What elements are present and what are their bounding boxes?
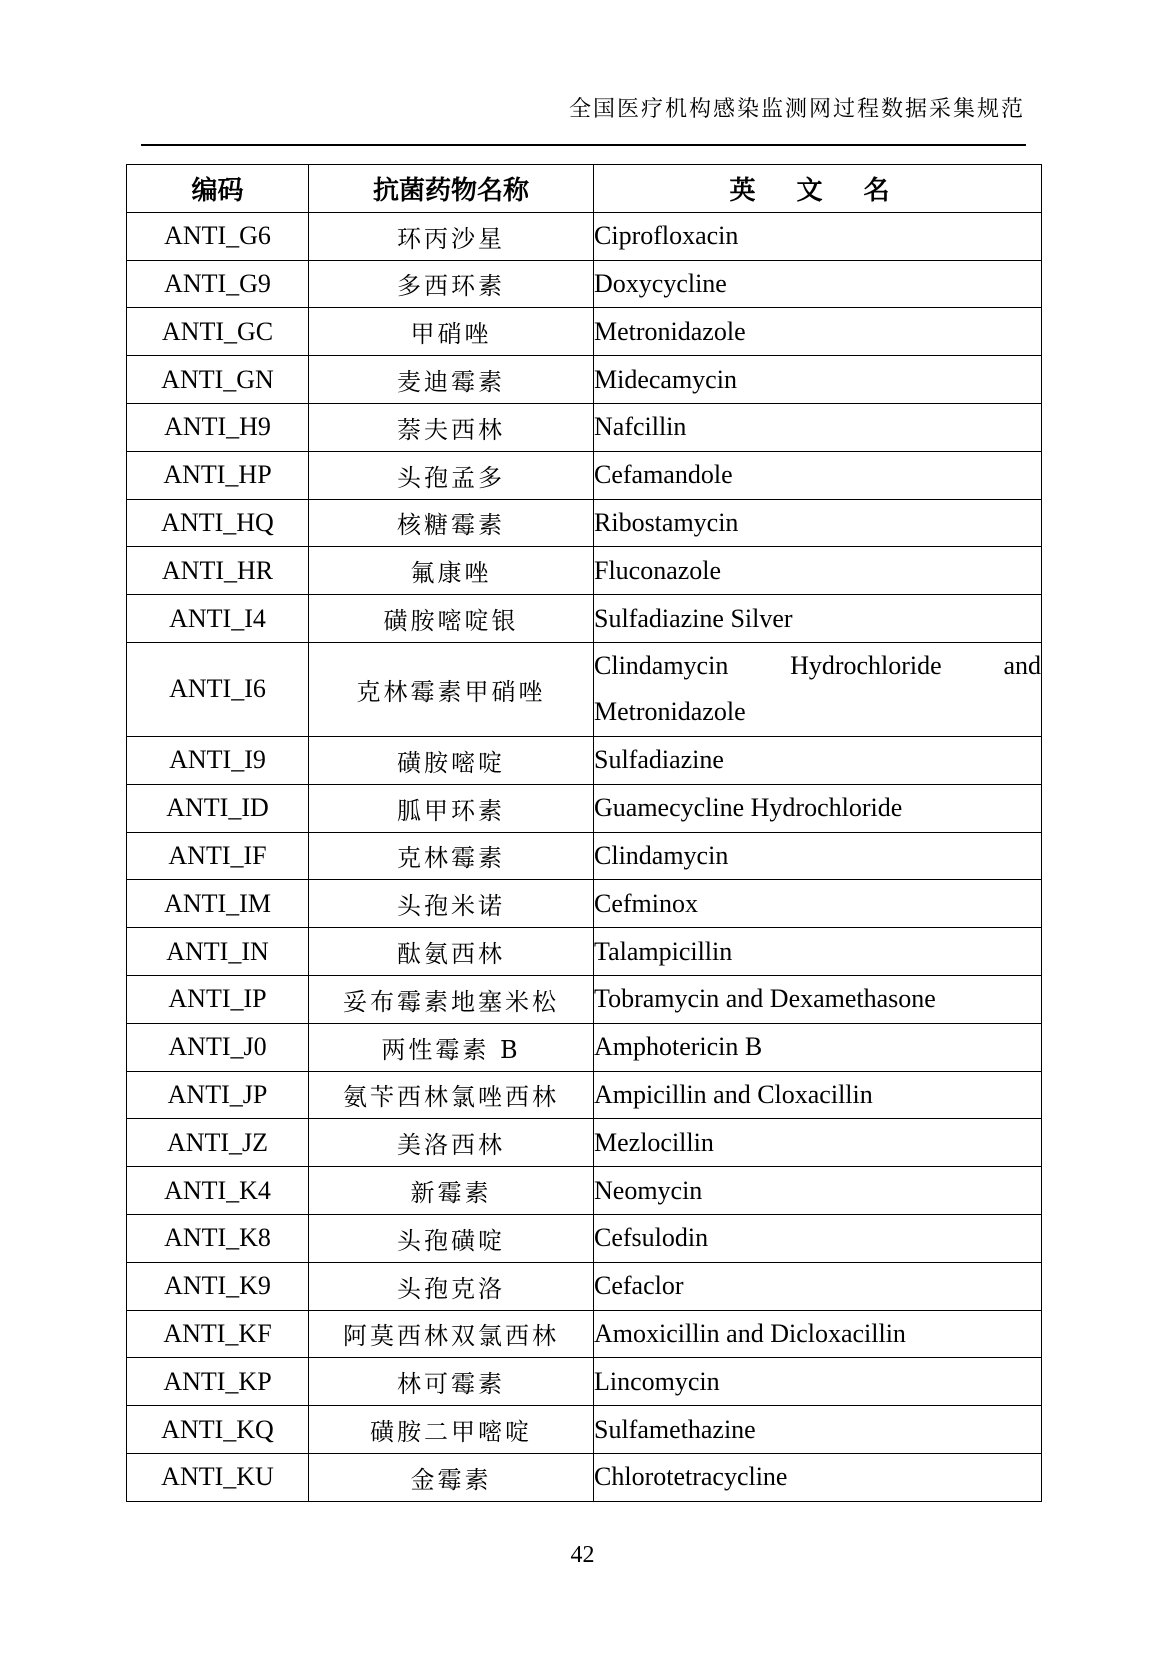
cell-code: ANTI_I9 xyxy=(127,736,309,784)
antibiotic-code-table xyxy=(126,164,1042,1502)
table-row xyxy=(127,1167,1042,1215)
cell-code: ANTI_ID xyxy=(127,784,309,832)
table-row xyxy=(127,595,1042,643)
table-row xyxy=(127,1214,1042,1262)
table-row xyxy=(127,260,1042,308)
table-body xyxy=(127,212,1042,1501)
cell-en-name: Clindamycin xyxy=(594,832,1042,880)
cell-en-name: Guamecycline Hydrochloride xyxy=(594,784,1042,832)
cell-code: ANTI_KQ xyxy=(127,1406,309,1454)
table-row xyxy=(127,1453,1042,1501)
table-row xyxy=(127,1358,1042,1406)
cell-cn-name: 磺胺二甲嘧啶 xyxy=(309,1406,594,1454)
running-header: 全国医疗机构感染监测网过程数据采集规范 xyxy=(568,97,1025,122)
cell-en-name: Ribostamycin xyxy=(594,499,1042,547)
cell-cn-name: 磺胺嘧啶银 xyxy=(309,595,594,643)
table-row xyxy=(127,308,1042,356)
cell-en-name: Midecamycin xyxy=(594,356,1042,404)
table-row xyxy=(127,880,1042,928)
cell-cn-name: 氨苄西林氯唑西林 xyxy=(309,1071,594,1119)
table-row xyxy=(127,451,1042,499)
cell-cn-name: 头孢米诺 xyxy=(309,880,594,928)
cell-code: ANTI_IM xyxy=(127,880,309,928)
cell-en-name: Neomycin xyxy=(594,1167,1042,1215)
cell-cn-name: 磺胺嘧啶 xyxy=(309,736,594,784)
cell-cn-name: 胍甲环素 xyxy=(309,784,594,832)
table-row xyxy=(127,1262,1042,1310)
cell-cn-name: 新霉素 xyxy=(309,1167,594,1215)
header-rule xyxy=(141,144,1026,146)
table-row xyxy=(127,736,1042,784)
cell-en-name: Clindamycin Hydrochloride and Metronidazole xyxy=(594,642,1042,736)
cell-cn-name: 阿莫西林双氯西林 xyxy=(309,1310,594,1358)
cell-cn-name: 金霉素 xyxy=(309,1453,594,1501)
cell-code: ANTI_IP xyxy=(127,975,309,1023)
cell-en-name: Cefamandole xyxy=(594,451,1042,499)
cell-en-name: Lincomycin xyxy=(594,1358,1042,1406)
table-row xyxy=(127,1310,1042,1358)
cell-code: ANTI_HP xyxy=(127,451,309,499)
cell-code: ANTI_GC xyxy=(127,308,309,356)
cell-cn-name: 克林霉素 xyxy=(309,832,594,880)
cell-cn-name: 两性霉素 B xyxy=(309,1023,594,1071)
cell-en-name: Cefsulodin xyxy=(594,1214,1042,1262)
cell-code: ANTI_K4 xyxy=(127,1167,309,1215)
cell-code: ANTI_I4 xyxy=(127,595,309,643)
page-number: 42 xyxy=(570,1542,595,1568)
table-row xyxy=(127,547,1042,595)
table-row xyxy=(127,784,1042,832)
cell-code: ANTI_G9 xyxy=(127,260,309,308)
cell-cn-name: 甲硝唑 xyxy=(309,308,594,356)
table-row xyxy=(127,928,1042,976)
table-row xyxy=(127,499,1042,547)
cell-code: ANTI_J0 xyxy=(127,1023,309,1071)
cell-en-name: Cefaclor xyxy=(594,1262,1042,1310)
cell-cn-name: 多西环素 xyxy=(309,260,594,308)
cell-en-name: Chlorotetracycline xyxy=(594,1453,1042,1501)
cell-cn-name: 麦迪霉素 xyxy=(309,356,594,404)
table-row xyxy=(127,642,1042,736)
cell-cn-name: 酞氨西林 xyxy=(309,928,594,976)
cell-en-name: Metronidazole xyxy=(594,308,1042,356)
table-row xyxy=(127,403,1042,451)
cell-cn-name: 萘夫西林 xyxy=(309,403,594,451)
cell-cn-name: 林可霉素 xyxy=(309,1358,594,1406)
cell-en-name: Talampicillin xyxy=(594,928,1042,976)
cell-en-name: Sulfadiazine Silver xyxy=(594,595,1042,643)
cell-code: ANTI_K9 xyxy=(127,1262,309,1310)
column-header-code: 编码 xyxy=(127,165,309,213)
cell-cn-name: 头孢磺啶 xyxy=(309,1214,594,1262)
cell-en-name: Amoxicillin and Dicloxacillin xyxy=(594,1310,1042,1358)
cell-en-name: Ciprofloxacin xyxy=(594,212,1042,260)
cell-en-name: Nafcillin xyxy=(594,403,1042,451)
cell-en-name: Cefminox xyxy=(594,880,1042,928)
cell-code: ANTI_HQ xyxy=(127,499,309,547)
cell-cn-name: 美洛西林 xyxy=(309,1119,594,1167)
cell-cn-name: 克林霉素甲硝唑 xyxy=(309,642,594,736)
table-row xyxy=(127,212,1042,260)
table-row xyxy=(127,1023,1042,1071)
column-header-cn-name: 抗菌药物名称 xyxy=(309,165,594,213)
cell-cn-name: 头孢孟多 xyxy=(309,451,594,499)
cell-code: ANTI_HR xyxy=(127,547,309,595)
cell-cn-name: 头孢克洛 xyxy=(309,1262,594,1310)
cell-en-name: Sulfamethazine xyxy=(594,1406,1042,1454)
cell-code: ANTI_KU xyxy=(127,1453,309,1501)
cell-code: ANTI_GN xyxy=(127,356,309,404)
cell-cn-name: 妥布霉素地塞米松 xyxy=(309,975,594,1023)
cell-code: ANTI_H9 xyxy=(127,403,309,451)
table-row xyxy=(127,975,1042,1023)
cell-en-name: Mezlocillin xyxy=(594,1119,1042,1167)
column-header-en-name: 英 文 名 xyxy=(594,165,1042,213)
cell-en-name: Amphotericin B xyxy=(594,1023,1042,1071)
cell-code: ANTI_KF xyxy=(127,1310,309,1358)
table-row xyxy=(127,1119,1042,1167)
table-row xyxy=(127,356,1042,404)
cell-code: ANTI_JP xyxy=(127,1071,309,1119)
table-row xyxy=(127,1071,1042,1119)
cell-code: ANTI_IN xyxy=(127,928,309,976)
cell-en-name: Fluconazole xyxy=(594,547,1042,595)
cell-en-name: Tobramycin and Dexamethasone xyxy=(594,975,1042,1023)
table-row xyxy=(127,832,1042,880)
cell-cn-name: 环丙沙星 xyxy=(309,212,594,260)
cell-cn-name: 氟康唑 xyxy=(309,547,594,595)
cell-code: ANTI_KP xyxy=(127,1358,309,1406)
cell-code: ANTI_I6 xyxy=(127,642,309,736)
cell-code: ANTI_JZ xyxy=(127,1119,309,1167)
table-header-row xyxy=(127,165,1042,213)
cell-en-name: Doxycycline xyxy=(594,260,1042,308)
cell-cn-name: 核糖霉素 xyxy=(309,499,594,547)
cell-code: ANTI_K8 xyxy=(127,1214,309,1262)
cell-code: ANTI_IF xyxy=(127,832,309,880)
cell-en-name: Ampicillin and Cloxacillin xyxy=(594,1071,1042,1119)
cell-code: ANTI_G6 xyxy=(127,212,309,260)
table-row xyxy=(127,1406,1042,1454)
cell-en-name: Sulfadiazine xyxy=(594,736,1042,784)
